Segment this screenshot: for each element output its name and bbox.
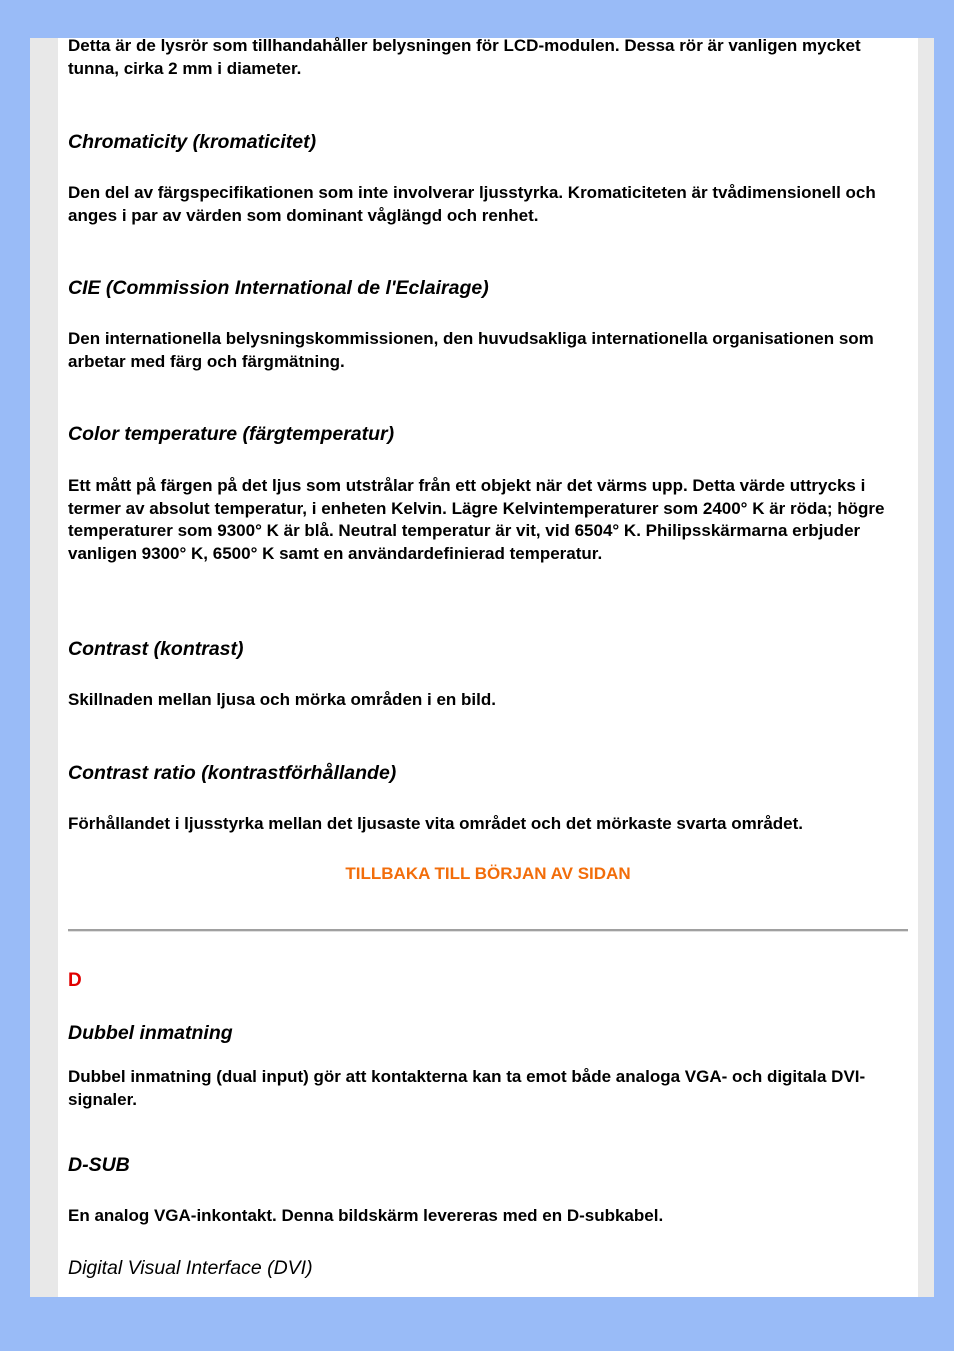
right-scroll-margin — [918, 38, 934, 1297]
definition-contrast: Skillnaden mellan ljusa och mörka områden i en bild. — [68, 690, 496, 709]
definition-chromaticity: Den del av färgspecifikationen som inte involverar ljusstyrka. Kromaticiteten är tvådimensionell och anges i par av värden som dominant våglängd och renhet. — [68, 183, 876, 225]
definition-contrast-ratio: Förhållandet i ljusstyrka mellan det ljusaste vita området och det mörkaste svarta området. — [68, 814, 804, 833]
term-chromaticity: Chromaticity (kromaticitet) — [68, 131, 317, 153]
term-dubbel-inmatning: Dubbel inmatning — [68, 1022, 233, 1044]
definition-cie: Den internationella belysningskommissionen, den huvudsakliga internationella organisationen som arbetar med färg och färgmätning. — [68, 329, 874, 371]
left-margin — [30, 38, 58, 1297]
intro-paragraph: Detta är de lysrör som tillhandahåller belysningen för LCD-modulen. Dessa rör är vanligen mycket tunna, cirka 2 mm i diameter. — [68, 36, 861, 78]
back-to-top-link[interactable]: TILLBAKA TILL BÖRJAN AV SIDAN — [345, 864, 631, 883]
section-letter-d: D — [68, 970, 82, 991]
definition-d-sub: En analog VGA-inkontakt. Denna bildskärm levereras med en D-subkabel. — [68, 1206, 664, 1225]
definition-color-temperature: Ett mått på färgen på det ljus som utstrålar från ett objekt när det värms upp. Detta värde uttrycks i termer av absolut temperatur, i enheten Kelvin. Lägre Kelvintemperaturer som 2400° K är röda; högre temperaturer som 9300° K är blå. Neutral temperatur är vit, vid 6504° K. Philipsskärmarna erbjuder vanligen 9300° K, 6500° K samt en användardefinierad temperatur. — [68, 476, 885, 563]
term-color-temperature: Color temperature (färgtemperatur) — [68, 423, 395, 445]
term-d-sub: D-SUB — [68, 1154, 130, 1176]
term-dvi: Digital Visual Interface (DVI) — [68, 1257, 313, 1279]
section-divider — [68, 929, 908, 932]
term-contrast-ratio: Contrast ratio (kontrastförhållande) — [68, 762, 397, 784]
term-cie: CIE (Commission International de l'Eclairage) — [68, 277, 489, 299]
definition-dubbel-inmatning: Dubbel inmatning (dual input) gör att kontakterna kan ta emot både analoga VGA- och digitala DVI-signaler. — [68, 1067, 866, 1109]
term-contrast: Contrast (kontrast) — [68, 638, 244, 660]
